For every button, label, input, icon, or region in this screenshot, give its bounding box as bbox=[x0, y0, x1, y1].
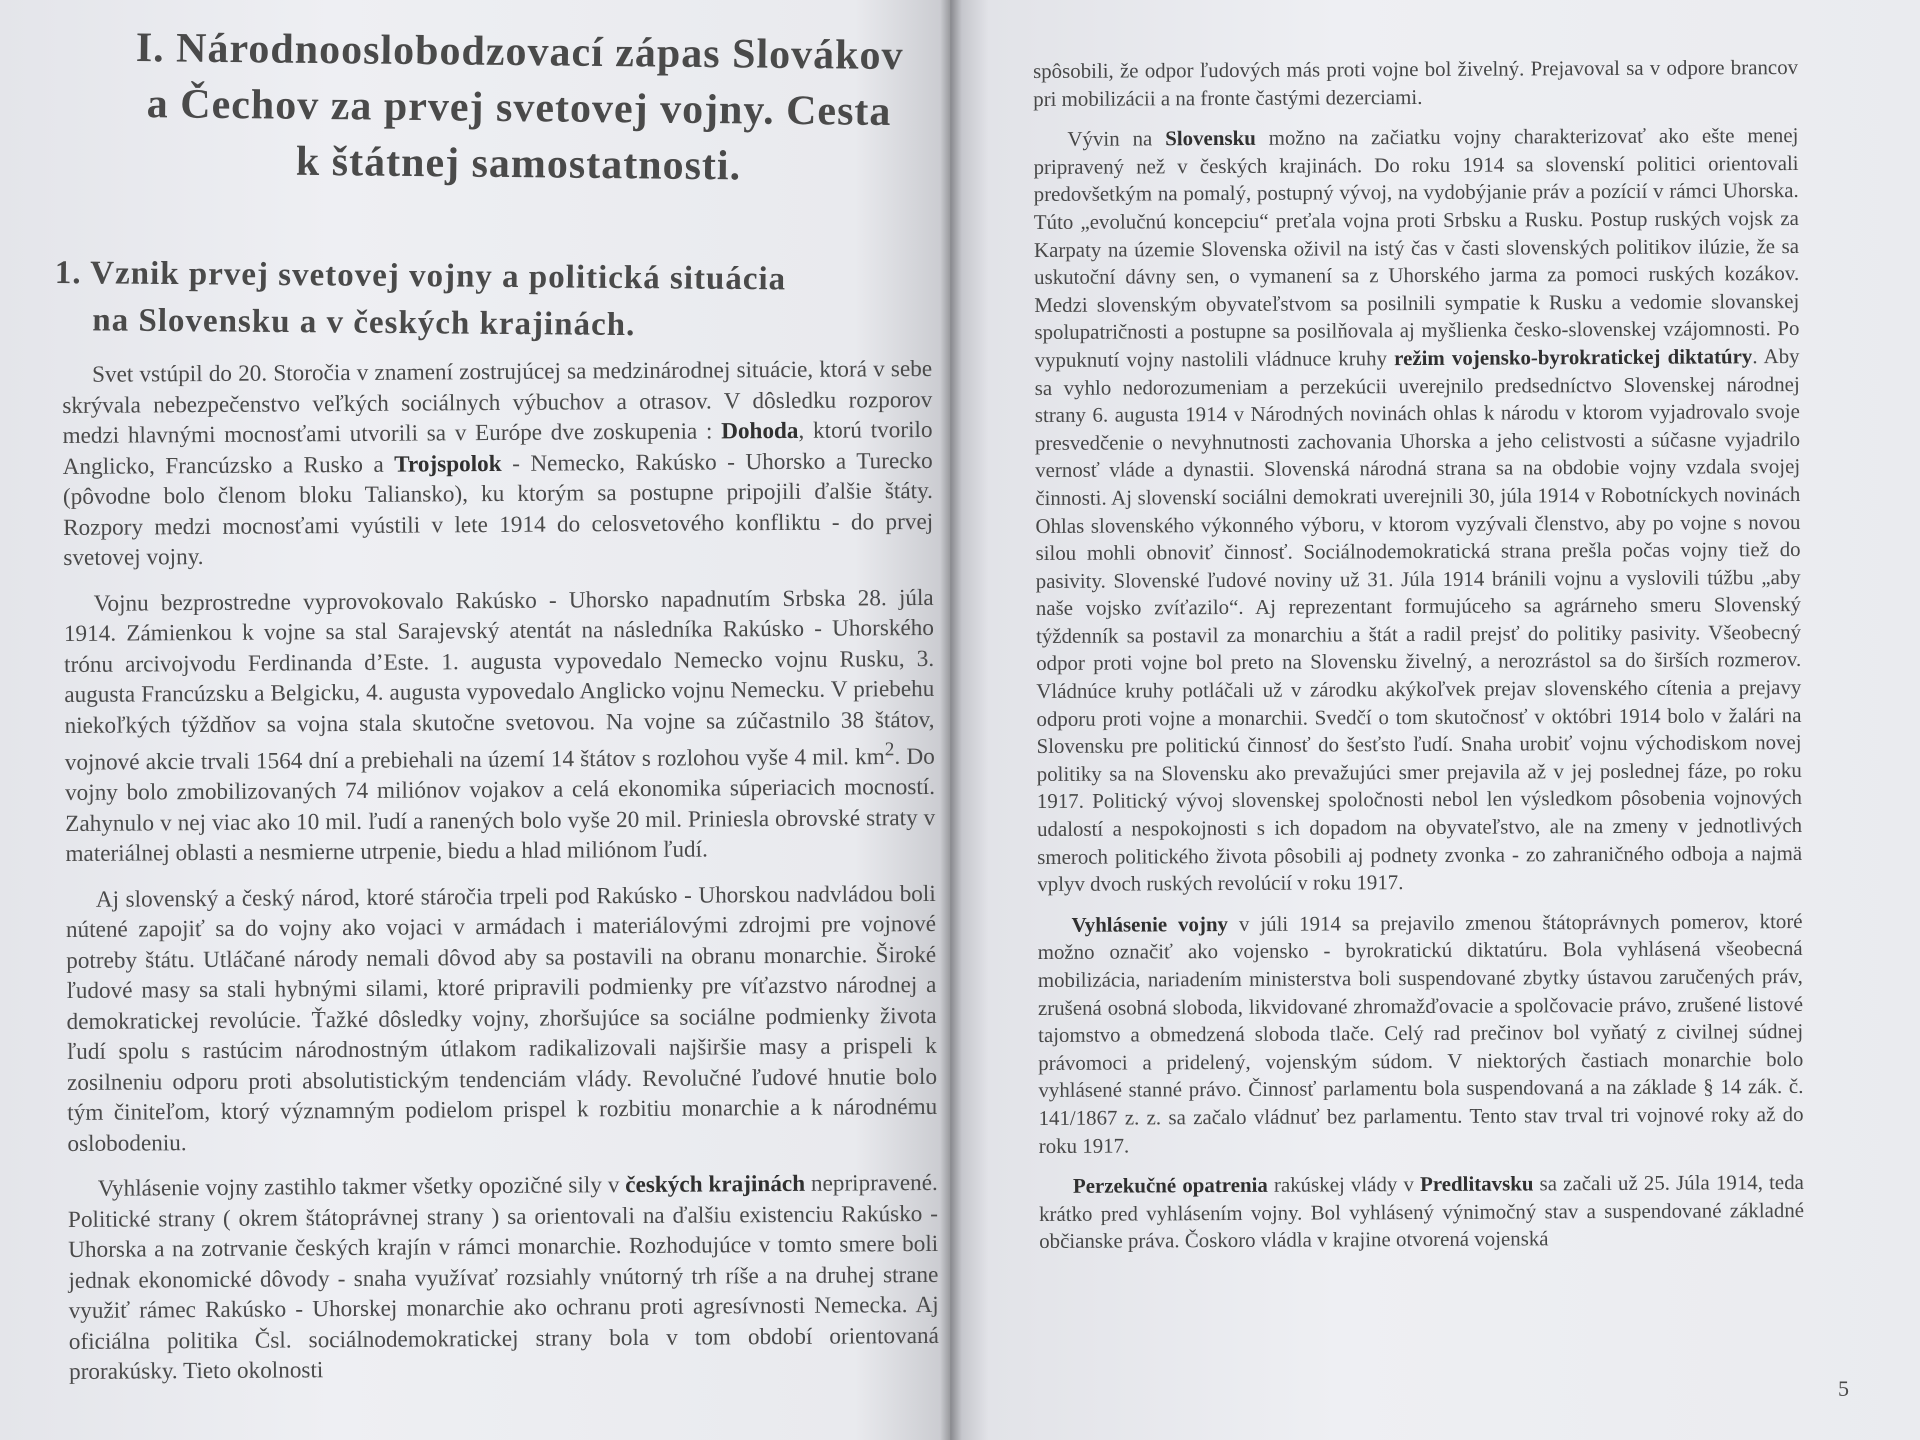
bold-term-czech-lands: českých krajinách bbox=[625, 1171, 806, 1199]
bold-term-regime: režim vojensko-byrokratickej diktatúry bbox=[1394, 344, 1753, 371]
text-run: nepripravené. Politické strany ( okrem štátoprávnej strany ) sa orientovali na ďalšiu existenciu Rakúsko - Uhorska a na zotrvanie českých krajín v rámci monarchie. Rozhodujúce v tomto smere boli jednak ekonomické dôvody - snaha využívať rozsiahly vnútorný trh ríše a na druhej strane využiť rámec Rakúsko - Uhorskej monarchie ako ochranu proti agresívnosti Nemecka. Aj oficiálna politika Čsl. sociálnodemokratickej strany bola v tom období orientovaná prorakúsky. Tieto okolnosti bbox=[67, 1170, 939, 1386]
paragraph-war-outbreak bbox=[64, 582, 936, 869]
paragraph-continuation: spôsobili, že odpor ľudových más proti vojne bol živelný. Prejavoval sa v odpore brancov pri mobilizácii a na fronte častými dezerciami. bbox=[1033, 54, 1799, 111]
text-run: Vojnu bezprostredne vyprovokovalo Rakúsko - Uhorsko napadnutím Srbska 28. júla 1914. Zámienkou k vojne sa stal Sarajevský atentát na následníka Rakúsko - Uhorského trónu arcivojvodu Ferdinanda d’Este. 1. augusta vypovedalo Nemecko vojnu Rusku, 3. augusta Francúzsku a Belgicku, 4. augusta vypovedalo Anglicko vojnu Nemecku. V priebehu niekoľkých týždňov sa vojna stala skutočne svetovou. Na vojne sa zúčastnilo 38 štátov, vojnové akcie trvali 1564 dní a prebiehali na území 14 štátov s rozlohou vyše 4 mil. km bbox=[63, 584, 935, 776]
section-title-line-2: na Slovensku a v českých krajinách. bbox=[92, 302, 636, 344]
paragraph-slovakia-development bbox=[1033, 122, 1802, 899]
left-text-column bbox=[62, 354, 939, 1403]
paragraph-slovak-czech-nations: Aj slovenský a český národ, ktoré stáročia trpeli pod Rakúsko - Uhorskou nadvládou boli nútené zapojiť sa do vojny ako vojaci v armádach i materiálovými zdrojmi pre vojnové potreby štátu. Utláčané národy nemali dôvod aby sa postavili na obranu monarchie. Široké ľudové masy sa stali hybnými silami, ktoré pripravili podmienky pre víťazstvo národnej a demokratickej revolúcie. Ťažké dôsledky vojny, zhoršujúce sa sociálne podmienky života ľudí spolu s rastúcim národnostným útlakom radikalizovali najširšie masy a prispeli k zosilneniu odporu proti absolutistickým tendenciám vlády. Revolučné ľudové hnutie bolo tým činiteľom, ktorý významným podielom prispel k rozbitiu monarchie a k národnému oslobodeniu. bbox=[65, 880, 938, 1157]
book-gutter bbox=[940, 0, 962, 1440]
right-text-column bbox=[1033, 54, 1804, 1269]
section-title bbox=[54, 250, 915, 352]
paragraph-war-declaration bbox=[1037, 908, 1803, 1160]
text-run: v júli 1914 sa prejavilo zmenou štátoprávnych pomerov, ktoré možno označiť ako vojensko - byrokratickú diktatúru. Bola vyhlásená všeobecná mobilizácia, nariadením ministerstva boli suspendované zbytky ústavou zaručených práv, zrušená osobná sloboda, likvidované zhromažďovacie a spolčovacie právo, zrušené listové tajomstvo a obmedzená sloboda tlače. Celý rad prečinov bol vyňatý z civilnej súdnej právomoci a pridelený, vojenským súdom. V niektorých častiach monarchie bolo vyhlásené stanné právo. Činnosť parlamentu bola suspendovaná a na základe § 14 zák. č. 141/1867 z. z. sa začalo vládnuť bez parlamentu. Tento stav trval tri vojnové roky až do roku 1917. bbox=[1037, 908, 1804, 1158]
paragraph-persecution bbox=[1039, 1169, 1804, 1256]
text-run: . Aby sa vyhlo nedorozumeniam a perzekúcii uverejnilo predsedníctvo Slovenskej národnej strany 6. augusta 1914 v Národných novinách ohlas k národu v ktorom vyjadrovalo svoje presvedčenie o nevyhnutnosti zachovania Uhorska a jeho celistvosti a súčasne vyjadrilo vernosť vláde a dynastii. Slovenská národná strana sa na obdobie vojny vzdala svojej činnosti. Aj slovenskí sociálni demokrati uverejnili 30, júla 1914 v Robotníckych novinách Ohlas slovenského výkonného výboru, v ktorom vyzývali členstvo, aby po vojne s novou silou mohli obnoviť činnosť. Sociálnodemokratická strana prešla počas vojny tiež do pasivity. Slovenské ľudové noviny už 31. Júla 1914 bránili vojnu a vyslovili túžbu „aby naše vojsko zvíťazilo“. Aj reprezentant formujúceho sa agrárneho smeru Slovenský týždenník sa postavil za monarchiu a štát a radil prejsť do politiky pasivity. Všeobecný odpor proti vojne bol preto na Slovensku živelný, a nerozrástol sa do širších rozmerov. Vládnúce kruhy potláčali už v zárodku akýkoľvek prejav slovenského cítenia a prejavy odporu proti vojne a monarchii. Svedčí o tom skutočnosť v októbri 1914 bolo v žalári na Slovensku pre politickú činnosť do šesťsto ľudí. Snaha urobiť vojnu východiskom novej politiky sa na Slovensku ako prevažujúci smer prejavila až v jej poslednej fáze, po roku 1917. Politický vývoj slovenskej spoločnosti nebol len výsledkom pôsobenia vojnových udalostí a nespokojnosti s ich dopadom na obyvateľstvo, ale na zmeny v jednotlivých smeroch politického života pôsobili aj podnety zvonka - zo zahraničného odboja a najmä vplyv dvoch ruských revolúcií v roku 1917. bbox=[1034, 343, 1803, 897]
superscript: 2 bbox=[884, 739, 895, 761]
text-run: sa začali už 25. Júla 1914, teda krátko pred vyhlásením vojny. Bol vyhlásený výnimočný stav a suspendované základné občianske práva. Čoskoro vládla v krajine otvorená vojenská bbox=[1038, 1170, 1805, 1254]
text-run: Vývin na bbox=[1067, 126, 1166, 152]
chapter-title: I. Národnooslobodzovací zápas Slovákov a Čechov za prvej svetovej vojny. Cesta k štátnej samostatnosti. bbox=[135, 25, 904, 190]
bold-term-dohoda: Dohoda bbox=[721, 417, 799, 445]
text-run: . Do vojny bolo zmobilizovaných 74 miliónov vojakov a celá ekonomika súperiacich mocností. Zahynulo v nej viac ako 10 mil. ľudí a ranených bolo vyše 20 mil. Priniesla obrovské straty v materiálnej oblasti a nesmierne utrpenie, biedu a hlad miliónom ľudí. bbox=[64, 743, 936, 868]
bold-term-war-declaration: Vyhlásenie vojny bbox=[1071, 911, 1229, 937]
section-title-line-1: 1. Vznik prvej svetovej vojny a politická situácia bbox=[54, 254, 787, 298]
text-run: Svet vstúpil do 20. Storočia v znamení zostrujúcej sa medzinárodnej situácie, ktorá v sebe skrývala nebezpečenstvo veľkých sociálnych výbuchov a otrasov. V dôsledku rozporov medzi hlavnými mocnosťami utvorili sa v Európe dve zoskupenia : bbox=[62, 355, 933, 449]
right-page bbox=[950, 0, 1920, 1440]
text-run: možno na začiatku vojny charakterizovať ako ešte menej pripravený než v českých krajinách. Do roku 1914 sa slovenskí politici orientovali predovšetkým na pomalý, postupný vývoj, na vydobýjanie práv a pozícií v rámci Uhorska. Túto „evolučnú koncepciu“ preťala vojna proti Srbsku a Rusku. Postup ruských vojsk za Karpaty na územie Slovenska oživil na istý čas v časti slovenských politikov ilúzie, že sa uskutoční dávny sen, o vymanení sa z Uhorského jarma za pomoci ruských kozákov. Medzi slovenským obyvateľstvom sa posilnili sympatie k Rusku a vedomie slovanskej spolupatričnosti a postupne sa posilňovala aj myšlienka česko-slovenskej vzájomnosti. Po vypuknutí vojny nastolili vládnuce kruhy bbox=[1033, 123, 1800, 372]
text-run: , ktorú tvorilo Anglicko, Francúzsko a Rusko a bbox=[62, 416, 933, 480]
bold-term-predlitavsko: Predlitavsku bbox=[1419, 1171, 1534, 1197]
text-run: rakúskej vlády v bbox=[1267, 1172, 1421, 1197]
paragraph-world-situation bbox=[62, 354, 933, 574]
text-run: - Nemecko, Rakúsko - Uhorsko a Turecko (pôvodne bolo členom bloku Taliansko), ku ktorým sa postupne pripojili ďalšie štáty. Rozpory medzi mocnosťami vyústili v lete 1914 do celosvetového konfliktu - do prvej svetovej vojny. bbox=[62, 447, 934, 571]
left-page bbox=[0, 0, 950, 1440]
text-run: Vyhlásenie vojny zastihlo takmer všetky opozičné sily v bbox=[97, 1172, 626, 1203]
bold-term-trojspolok: Trojspolok bbox=[394, 450, 502, 478]
page-number: 5 bbox=[1838, 1376, 1849, 1401]
paragraph-czech-lands bbox=[68, 1168, 939, 1388]
bold-term-persecution: Perzekučné opatrenia bbox=[1072, 1172, 1268, 1198]
bold-term-slovakia: Slovensku bbox=[1165, 126, 1256, 151]
